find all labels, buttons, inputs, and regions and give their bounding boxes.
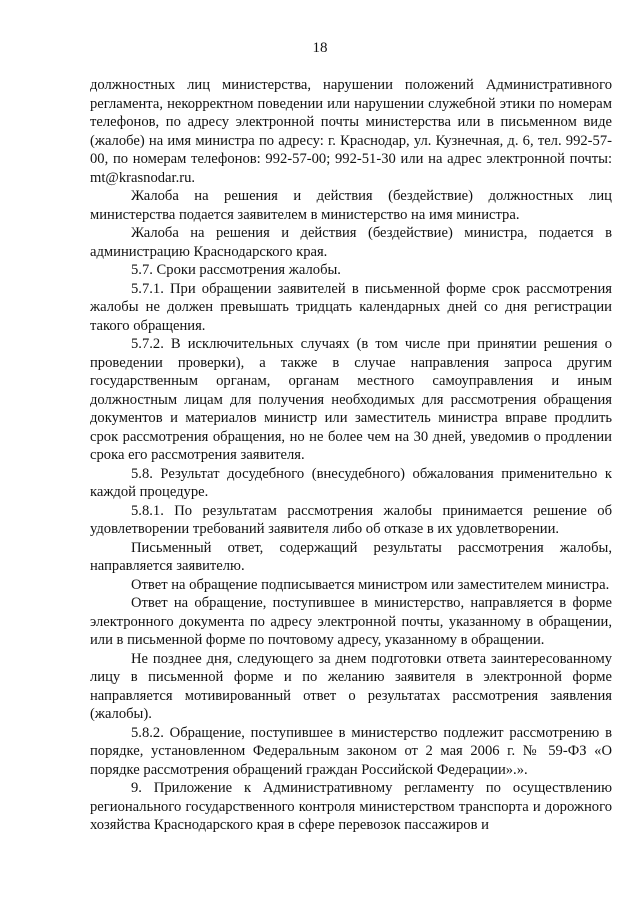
paragraph-complaint-minister: Жалоба на решения и действия (бездействие) министра, подается в администрацию Краснодарского края. — [90, 225, 612, 260]
paragraph-reasoned-answer: Не позднее дня, следующего за днем подготовки ответа заинтересованному лицу в письменной форме и по желанию заявителя в электронной форме направляется мотивированный ответ о результатах рассмотрения заявления (жалобы). — [90, 650, 612, 722]
paragraph-5-7-2: 5.7.2. В исключительных случаях (в том числе при принятии решения о проведении проверки), а также в случае направления запроса другим государственным органам, органам местного самоуправления и иным должностным лицам для получения необходимых для рассмотрения обращения документов и материалов министр или заместитель министра вправе продлить срок рассмотрения обращения, но не более чем на 30 дней, уведомив о продлении срока его рассмотрения заявителя. — [90, 336, 612, 463]
paragraph-written-answer: Письменный ответ, содержащий результаты рассмотрения жалобы, направляется заявителю. — [90, 539, 612, 574]
paragraph-5-8-2: 5.8.2. Обращение, поступившее в министерство подлежит рассмотрению в порядке, установленном Федеральным законом от 2 мая 2006 г. № 59-ФЗ «О порядке рассмотрения обращений граждан Российской Федерации».». — [90, 724, 612, 778]
section-heading-5-8: 5.8. Результат досудебного (внесудебного) обжалования применительно к каждой процедуре. — [90, 465, 612, 500]
document-body — [90, 76, 612, 835]
paragraph-5-7-1: 5.7.1. При обращении заявителей в письменной форме срок рассмотрения жалобы не должен превышать тридцать календарных дней со дня регистрации такого обращения. — [90, 280, 612, 334]
section-heading-5-7: 5.7. Сроки рассмотрения жалобы. — [131, 262, 341, 278]
paragraph-complaint-officials: Жалоба на решения и действия (бездействие) должностных лиц министерства подается заявителем в министерство на имя министра. — [90, 188, 612, 223]
paragraph-appendix-9: 9. Приложение к Административному регламенту по осуществлению регионального государственного контроля министерством транспорта и дорожного хозяйства Краснодарского края в сфере перевозок пассажиров и — [90, 780, 612, 833]
paragraph-answer-delivery: Ответ на обращение, поступившее в министерство, направляется в форме электронного документа по адресу электронной почты, указанному в обращении, или в письменной форме по почтовому адресу, указанному в обращении. — [90, 595, 612, 648]
paragraph-5-8-1: 5.8.1. По результатам рассмотрения жалобы принимается решение об удовлетворении требований заявителя либо об отказе в их удовлетворении. — [90, 502, 612, 537]
page-number: 18 — [312, 40, 328, 56]
paragraph-complaint-channels: должностных лиц министерства, нарушении положений Административного регламента, некорректном поведении или нарушении служебной этики по номерам телефонов, по адресу электронной почты министерства или в письменном виде (жалобе) на имя министра по адресу: г. Краснодар, ул. Кузнечная, д. 6, тел. 992-57-00, по номерам телефонов: 992-57-00; 992-51-30 или на адрес электронной почты: mt@krasnodar.ru. — [90, 77, 612, 186]
paragraph-answer-signature: Ответ на обращение подписывается министром или заместителем министра. — [131, 576, 610, 593]
